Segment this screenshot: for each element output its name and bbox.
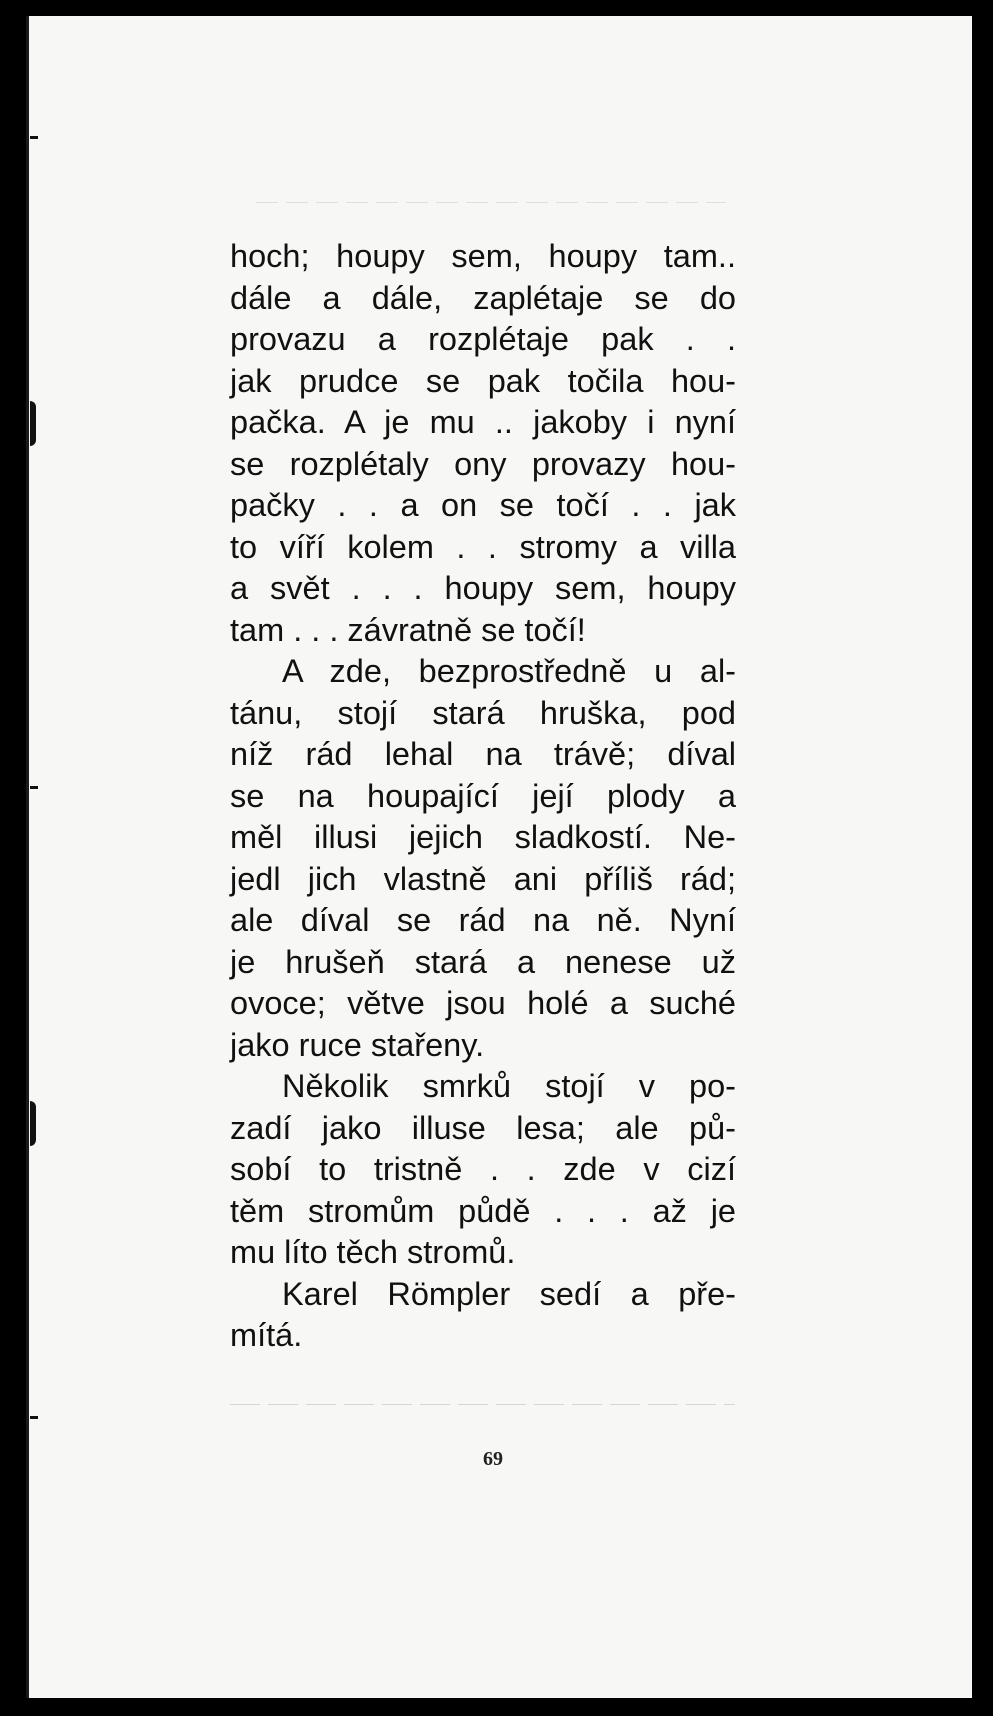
binding-mark [30, 1416, 38, 1419]
text-line: Karel Römpler sedí a pře- [282, 1275, 736, 1312]
text-line: zadí jako illuse lesa; ale pů- [230, 1109, 736, 1146]
text-line: mu líto těch stromů. [230, 1234, 516, 1270]
text-line: pačky . . a on se točí . . jak [230, 487, 736, 523]
bottom-rule [230, 1404, 735, 1405]
text-line: jedl jich vlastně ani příliš rád; [230, 860, 736, 897]
text-line: A zde, bezprostředně u al- [282, 653, 736, 689]
text-line: to víří kolem . . stromy a villa [230, 528, 736, 565]
text-line: měl illusi jejich sladkostí. Ne- [230, 819, 736, 855]
text-line: se na houpající její plody a [230, 777, 736, 814]
text-line: ovoce; větve jsou holé a suché [230, 985, 736, 1021]
text-line: jak prudce se pak točila hou- [230, 362, 736, 399]
text-line: tánu, stojí stará hruška, pod [230, 694, 736, 731]
text-line: níž rád lehal na trávě; díval [230, 736, 736, 772]
text-line: těm stromům půdě . . . až je [230, 1192, 736, 1229]
text-line: a svět . . . houpy sem, houpy [230, 570, 736, 606]
text-line: je hrušeň stará a nenese už [230, 943, 736, 980]
text-line: jako ruce stařeny. [230, 1026, 485, 1063]
text-line: tam . . . závratně se točí! [230, 611, 586, 648]
text-line: Několik smrků stojí v po- [282, 1068, 736, 1104]
body-text [230, 236, 736, 1357]
page-binding-edge [26, 16, 40, 1698]
text-line: se rozplétaly ony provazy hou- [230, 445, 736, 482]
text-line: ale díval se rád na ně. Nyní [230, 902, 736, 938]
text-line: sobí to tristně . . zde v cizí [230, 1151, 736, 1187]
binding-mark [30, 136, 38, 139]
text-line: pačka. A je mu .. jakoby i nyní [230, 404, 736, 440]
binding-mark [30, 401, 36, 446]
binding-mark [30, 1101, 36, 1146]
page-number: 69 [483, 1448, 503, 1470]
text-line: dále a dále, zaplétaje se do [230, 279, 736, 316]
text-line: hoch; houpy sem, houpy tam.. [230, 238, 736, 274]
text-line: mítá. [230, 1317, 303, 1353]
binding-mark [30, 786, 38, 789]
top-rule [256, 202, 726, 203]
text-line: provazu a rozplétaje pak . . [230, 321, 736, 357]
